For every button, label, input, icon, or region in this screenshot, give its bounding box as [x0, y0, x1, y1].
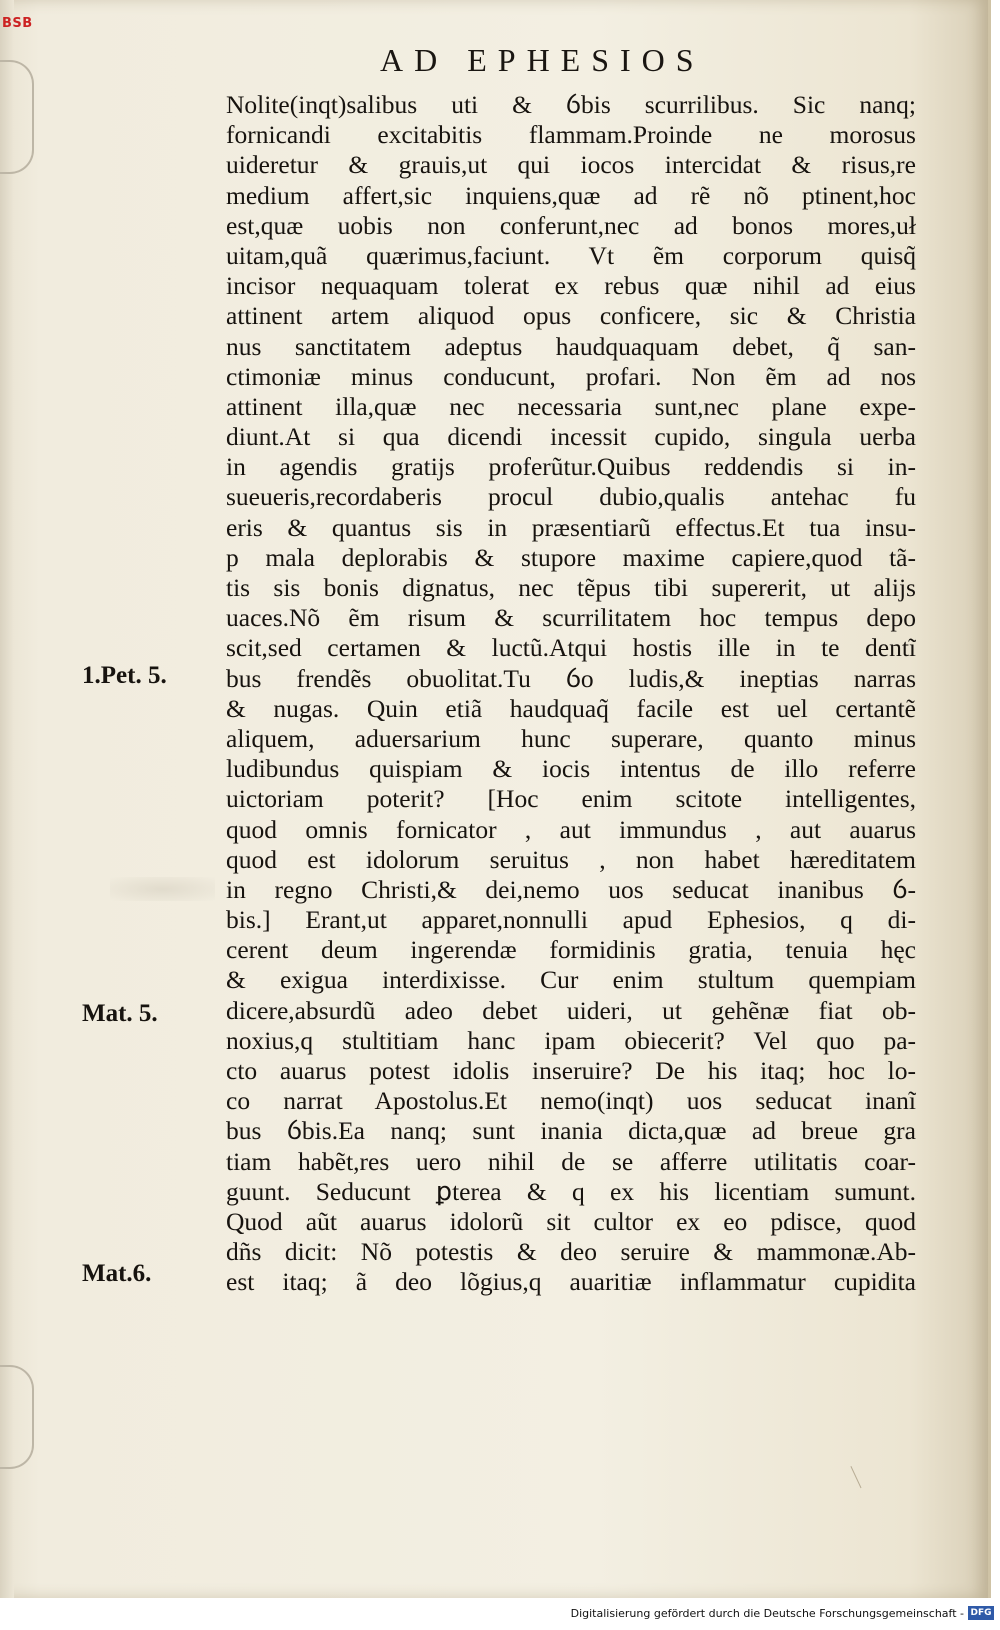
text-line: nus sanctitatem adeptus haudquaquam debet, q̃ san-	[226, 331, 916, 361]
text-line: medium affert,sic inquiens,quæ ad rẽ nõ ptinent,hoc	[226, 180, 916, 210]
text-line: diunt.At si qua dicendi incessit cupido, singula uerba	[226, 422, 916, 452]
page-binding-edge	[0, 0, 14, 1598]
text-line: bus ỽbis.Ea nanq; sunt inania dicta,quæ ad breue gra	[226, 1116, 916, 1146]
text-line: tiam habẽt,res uero nihil de se afferre utilitatis coar-	[226, 1146, 916, 1176]
text-line: uaces.Nõ ẽm risum & scurrilitatem hoc tempus depo	[226, 603, 916, 633]
binding-ring-top	[0, 60, 34, 174]
binding-ring-bottom	[0, 1365, 34, 1469]
text-line: eris & quantus sis in præsentiarũ effectus.Et tua insu-	[226, 512, 916, 542]
text-line: & exigua interdixisse. Cur enim stultum quempiam	[226, 965, 916, 995]
margin-note: Mat.6.	[82, 1260, 152, 1287]
text-line: attinent illa,quæ nec necessaria sunt,nec plane expe-	[226, 391, 916, 421]
running-head: AD EPHESIOS	[380, 42, 705, 78]
funding-credit: Digitalisierung gefördert durch die Deutsche Forschungsgemeinschaft -	[570, 1607, 964, 1620]
text-line: quod omnis fornicator , aut immundus , aut auarus	[226, 814, 916, 844]
digitization-footer	[0, 1598, 1000, 1630]
text-line: sueueris,recordaberis procul dubio,qualis antehac fu	[226, 482, 916, 512]
body-text	[226, 90, 916, 1298]
text-line: uitam,quã quærimus,faciunt. Vt ẽm corporum quisq̃	[226, 240, 916, 270]
text-line: bis.] Erant,ut apparet,nonnulli apud Ephesios, q di-	[226, 905, 916, 935]
library-mark: BSB	[2, 16, 33, 31]
text-line: est,quæ uobis non conferunt,nec ad bonos mores,uł	[226, 210, 916, 240]
text-line: ludibundus quispiam & iocis intentus de illo referre	[226, 754, 916, 784]
ink-smudge	[110, 877, 215, 901]
text-line: fornicandi excitabitis flammam.Proinde ne morosus	[226, 120, 916, 150]
text-line: scit,sed certamen & luctũ.Atqui hostis ille in te dentĩ	[226, 633, 916, 663]
text-line: uideretur & grauis,ut qui iocos intercidat & risus,re	[226, 150, 916, 180]
text-line: uictoriam poterit? [Hoc enim scitote intelligentes,	[226, 784, 916, 814]
text-line: dñs dicit: Nõ potestis & deo seruire & mammonæ.Ab-	[226, 1237, 916, 1267]
text-line: in regno Christi,& dei,nemo uos seducat inanibus ỽ-	[226, 874, 916, 904]
margin-note: Mat. 5.	[82, 1000, 158, 1027]
text-line: ctimoniæ minus conducunt, profari. Non ẽm ad nos	[226, 361, 916, 391]
pencil-mark	[850, 1462, 870, 1488]
text-line: & nugas. Quin etiã haudquaq̃ facile est uel certantẽ	[226, 693, 916, 723]
text-line: Quod aũt auarus idolorũ sit cultor ex eo pdisce, quod	[226, 1206, 916, 1236]
text-line: bus frendẽs obuolitat.Tu ỽo ludis,& ineptias narras	[226, 663, 916, 693]
text-line: tis sis bonis dignatus, nec tẽpus tibi supererit, ut alijs	[226, 573, 916, 602]
text-line: guunt. Seducunt ꝑterea & q ex his licentiam sumunt.	[226, 1176, 916, 1206]
text-line: Nolite(inqt)salibus uti & ỽbis scurrilibus. Sic nanq;	[226, 90, 916, 119]
text-line: p mala deplorabis & stupore maxime capiere,quod tã-	[226, 542, 916, 572]
text-line: incisor nequaquam tolerat ex rebus quæ nihil ad eius	[226, 271, 916, 301]
text-line: cerent deum ingerendæ formidinis gratia, tenuia hęc	[226, 935, 916, 965]
text-line: noxius,q stultitiam hanc ipam obiecerit? Vel quo pa-	[226, 1025, 916, 1055]
dfg-logo-icon: DFG	[968, 1606, 994, 1620]
text-line: attinent artem aliquod opus conficere, sic & Christia	[226, 301, 916, 331]
text-line: cto auarus potest idolis inseruire? De his itaq; hoc lo-	[226, 1056, 916, 1085]
text-line: est itaq; ã deo lõgius,q auaritiæ inflammatur cupidita	[226, 1267, 916, 1297]
margin-note: 1.Pet. 5.	[82, 662, 167, 689]
text-line: dicere,absurdũ adeo debet uideri, ut gehẽnæ fiat ob-	[226, 995, 916, 1025]
text-line: co narrat Apostolus.Et nemo(inqt) uos seducat inanĩ	[226, 1086, 916, 1116]
text-line: quod est idolorum seruitus , non habet hæreditatem	[226, 844, 916, 874]
text-line: in agendis gratijs proferũtur.Quibus reddendis si in-	[226, 452, 916, 482]
text-line: aliquem, aduersarium hunc superare, quanto minus	[226, 723, 916, 753]
